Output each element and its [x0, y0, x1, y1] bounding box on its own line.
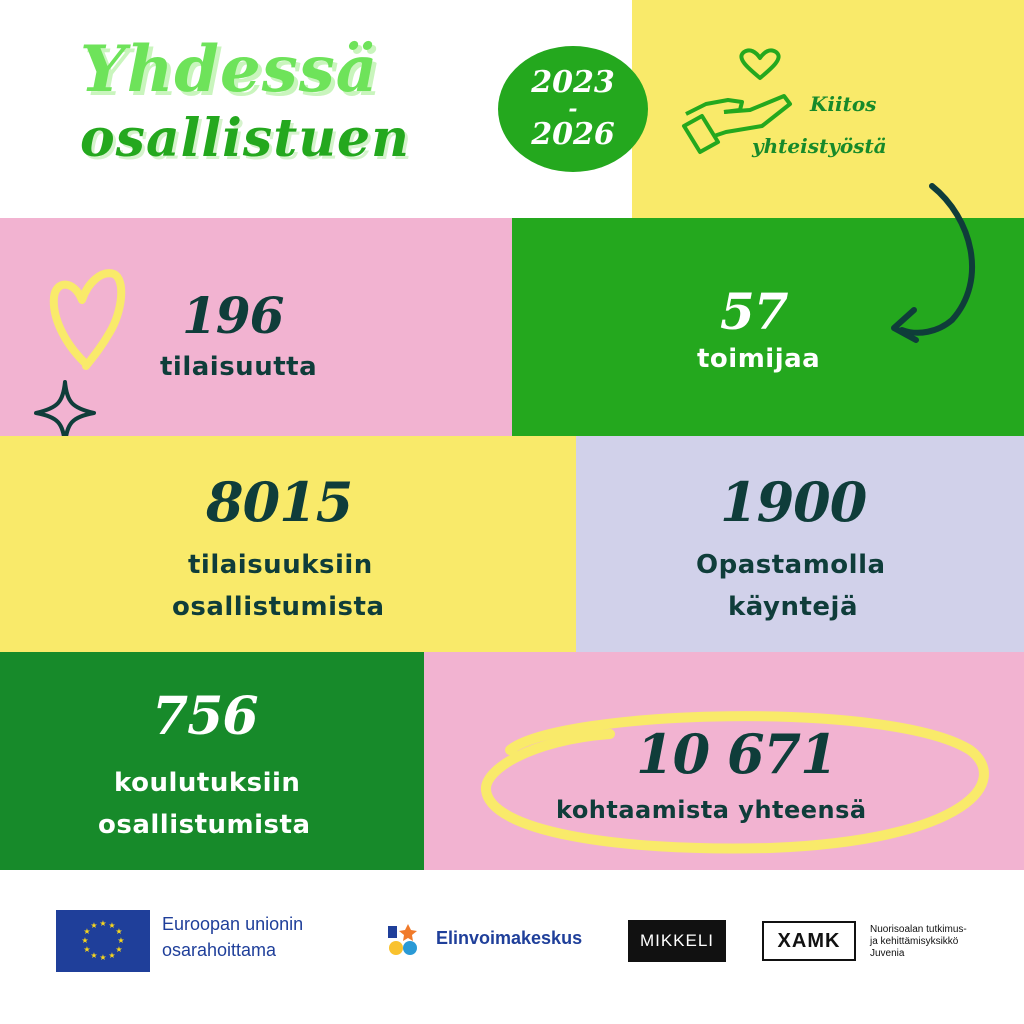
eu-text-line-1: Euroopan unionin [162, 914, 304, 934]
stat-opastamo-value: 1900 [720, 470, 867, 534]
thanks-line-2: yhteistyöstä [752, 134, 887, 158]
title-line-2: osallistuen [80, 108, 410, 169]
mikkeli-text: MIKKELI [639, 931, 715, 950]
xamk-logo [762, 921, 856, 961]
stat-trainings-value: 756 [152, 686, 258, 747]
svg-text:★: ★ [108, 951, 116, 960]
stat-total-label: kohtaamista yhteensä [556, 796, 867, 824]
svg-text:★: ★ [83, 945, 91, 954]
svg-text:★: ★ [99, 953, 107, 962]
juvenia-text-line-2: ja kehittämisyksikkö [870, 936, 959, 947]
title-line-1: Yhdessä [80, 32, 379, 107]
stat-actors-label: toimijaa [697, 344, 821, 374]
stat-events-label: tilaisuutta [160, 352, 318, 382]
svg-text:★: ★ [115, 927, 123, 936]
years-badge [498, 46, 648, 172]
years-end: 2026 [531, 117, 615, 152]
juvenia-text-line-1: Nuorisoalan tutkimus- [870, 924, 967, 935]
stat-trainings-label-2: osallistumista [98, 810, 311, 840]
stat-events-value: 196 [182, 286, 284, 345]
thanks-line-1: Kiitos [810, 92, 877, 116]
svg-text:★: ★ [115, 945, 123, 954]
juvenia-text-line-3: Juvenia [870, 948, 905, 959]
stat-opastamo-label-2: käyntejä [728, 592, 859, 622]
stat-opastamo-label-1: Opastamolla [696, 550, 886, 580]
xamk-text: XAMK [777, 929, 841, 952]
mikkeli-logo [628, 920, 726, 962]
svg-text:★: ★ [108, 921, 116, 930]
heart-doodle-icon [44, 262, 134, 377]
svg-text:★: ★ [90, 921, 98, 930]
years-dash: - [568, 96, 578, 122]
stat-actors-value: 57 [720, 282, 788, 341]
stat-trainings-label-1: koulutuksiin [114, 768, 301, 798]
stat-participations-value: 8015 [206, 470, 353, 534]
stat-participations-label-2: osallistumista [172, 592, 385, 622]
eu-flag-icon [56, 910, 150, 972]
stat-participations-label-1: tilaisuuksiin [188, 550, 373, 580]
elinvoimakeskus-logo-icon [386, 922, 426, 958]
svg-text:★: ★ [81, 936, 89, 945]
eu-text-line-2: osarahoittama [162, 940, 277, 960]
stat-total-value: 10 671 [636, 722, 837, 786]
svg-text:★: ★ [90, 951, 98, 960]
elinvoimakeskus-text: Elinvoimakeskus [436, 928, 583, 948]
curved-arrow-icon [880, 180, 990, 350]
years-start: 2023 [531, 65, 615, 100]
svg-text:★: ★ [83, 927, 91, 936]
svg-text:★: ★ [99, 919, 107, 928]
svg-text:★: ★ [117, 936, 125, 945]
